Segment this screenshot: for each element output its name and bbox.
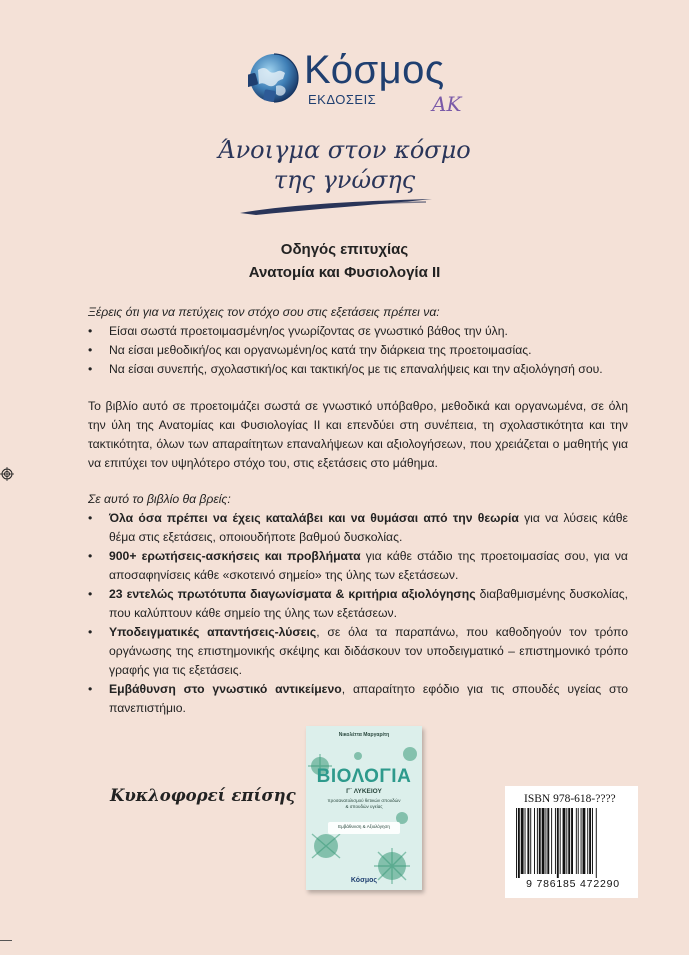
list-item-bold: 23 εντελώς πρωτότυπα διαγωνίσματα & κριτήρια αξιολόγησης bbox=[109, 587, 476, 601]
barcode-bar bbox=[592, 808, 593, 874]
slogan-line-1: Άνοιγμα στον κόσμο bbox=[218, 136, 471, 164]
title-line-1: Οδηγός επιτυχίας bbox=[280, 241, 409, 258]
list-item-bold: Υποδειγματικές απαντήσεις-λύσεις bbox=[109, 625, 317, 639]
globe-puzzle-icon bbox=[248, 52, 300, 104]
barcode-bar bbox=[576, 808, 577, 874]
list-item bbox=[88, 585, 628, 623]
list-item bbox=[88, 623, 628, 680]
barcode-bar bbox=[568, 808, 570, 874]
title-line-2: Ανατομία και Φυσιολογία ΙΙ bbox=[248, 264, 441, 281]
list-item: • Είσαι σωστά προετοιμασμένη/ος γνωρίζοντας σε γνωστικό βάθος την ύλη. bbox=[88, 322, 628, 341]
section1-intro: Ξέρεις ότι για να πετύχεις τον στόχο σου στις εξετάσεις πρέπει να: bbox=[88, 305, 440, 319]
slogan-line-2: της γνώσης bbox=[273, 166, 416, 194]
barcode-bar bbox=[547, 808, 549, 874]
list-item bbox=[88, 509, 628, 547]
registration-mark-icon bbox=[0, 467, 14, 481]
barcode-bar bbox=[539, 808, 541, 874]
barcode-bar bbox=[534, 808, 535, 874]
barcode-bar bbox=[551, 808, 552, 874]
section1-list bbox=[88, 322, 628, 379]
section2-list bbox=[88, 509, 628, 718]
logo-name: Κόσμος bbox=[304, 48, 445, 92]
barcode-bar bbox=[542, 808, 545, 874]
list-item-bold: 900+ ερωτήσεις-ασκήσεις και προβλήματα bbox=[109, 549, 361, 563]
isbn-label: ISBN 978-618-???? bbox=[524, 793, 616, 805]
barcode-bar bbox=[571, 808, 573, 874]
logo-subtitle: ΕΚΔΟΣΕΙΣ bbox=[308, 92, 377, 107]
barcode-bar bbox=[555, 808, 556, 874]
barcode-icon bbox=[514, 808, 630, 878]
crop-mark bbox=[0, 940, 12, 941]
book-title: ΒΙΟΛΟΓΙΑ bbox=[316, 766, 412, 787]
book-badge: Εμβάθυνση & Αξιολόγηση bbox=[338, 824, 390, 829]
barcode-bar bbox=[596, 808, 597, 878]
description-paragraph: Το βιβλίο αυτό σε προετοιμάζει σωστά σε γνωστικό υπόβαθρο, μεθοδικά και οργανωμένα, σε όλη την ύλη της Ανατομίας και Φυσιολογίας ΙΙ και επενδύει στη συνέπεια, τη σχολαστικότητα και την τακτικότητα, όλων των απαραίτητων επαναλήψεων και αξιολογήσεων, που χρειάζεται ο μαθητής για να επιτύχει τον υψηλότερο στόχο του, στις εξετάσεις στο μάθημα. bbox=[88, 399, 628, 470]
publisher-logo bbox=[248, 48, 488, 120]
list-item-text: για κάθε στάδιο της προετοιμασίας σου, για να αποσαφηνίσεις κάθε «σκοτεινό σημείο» της ύλης των εξετάσεων. bbox=[109, 549, 628, 582]
barcode-bar bbox=[527, 808, 529, 874]
list-item bbox=[88, 680, 628, 718]
list-item-text: , σε όλα τα παραπάνω, που καθοδηγούν τον τρόπο οργάνωσης της επιστημονικής σκέψης και διδάσκουν τον υποδειγματικό – επιστημονικό τρόπο γραφής για τις εξετάσεις. bbox=[109, 625, 628, 677]
list-item: • Να είσαι συνεπής, σχολαστική/ος και τακτική/ος με τις επαναλήψεις και την αξιολόγησή σου. bbox=[88, 360, 628, 379]
brush-stroke-decoration bbox=[236, 195, 436, 217]
book-grade: Γ΄ ΛΥΚΕΙΟΥ bbox=[346, 788, 382, 795]
barcode-bar bbox=[525, 808, 526, 874]
barcode-bar bbox=[557, 808, 559, 878]
barcode-bar bbox=[521, 808, 524, 874]
barcode-bar bbox=[563, 808, 566, 874]
barcode-bar bbox=[537, 808, 538, 874]
isbn-barcode-block bbox=[505, 786, 638, 898]
barcode-bar bbox=[530, 808, 531, 874]
section2-intro: Σε αυτό το βιβλίο θα βρείς: bbox=[88, 492, 231, 506]
barcode-bar bbox=[545, 808, 546, 874]
list-item-text: για να λύσεις κάθε θέμα στις εξετάσεις, οποιουδήποτε βαθμού δυσκολίας. bbox=[109, 511, 628, 544]
logo-mark: ΑΚ bbox=[432, 92, 462, 116]
barcode-bar bbox=[581, 808, 582, 874]
barcode-bar bbox=[578, 808, 579, 874]
list-item-text: , απαραίτητο εφόδιο για τις σπουδές υγείας στο πανεπιστήμιο. bbox=[109, 682, 628, 715]
list-item-bold: Εμβάθυνση στο γνωστικό αντικείμενο bbox=[109, 682, 342, 696]
barcode-bar bbox=[589, 808, 591, 874]
list-item: • Να είσαι μεθοδική/ος και οργανωμένη/ος κατά την διάρκεια της προετοιμασίας. bbox=[88, 341, 628, 360]
list-item-bold: Όλα όσα πρέπει να έχεις καταλάβει και να θυμάσαι από την θεωρία bbox=[109, 511, 519, 525]
book-subtitle: προσανατολισμού θετικών σπουδών & σπουδών υγείας bbox=[327, 798, 401, 809]
barcode-bar bbox=[587, 808, 588, 874]
isbn-digits: 9 786185 472290 bbox=[526, 878, 620, 890]
book-publisher: Κόσμος bbox=[350, 877, 378, 884]
barcode-bar bbox=[518, 808, 520, 878]
book-author: Νικολέττα Μαργαρίτη bbox=[338, 732, 390, 738]
list-item bbox=[88, 547, 628, 585]
barcode-bar bbox=[560, 808, 561, 874]
list-item-text: διαβαθμισμένης δυσκολίας, που καλύπτουν κάθε σημείο της ύλης των εξετάσεων. bbox=[109, 587, 628, 620]
barcode-bar bbox=[566, 808, 567, 874]
barcode-bar bbox=[583, 808, 586, 874]
also-available-label: Κυκλοφορεί επίσης bbox=[110, 786, 296, 805]
barcode-bar bbox=[516, 808, 517, 878]
book-cover-thumbnail bbox=[306, 726, 422, 890]
